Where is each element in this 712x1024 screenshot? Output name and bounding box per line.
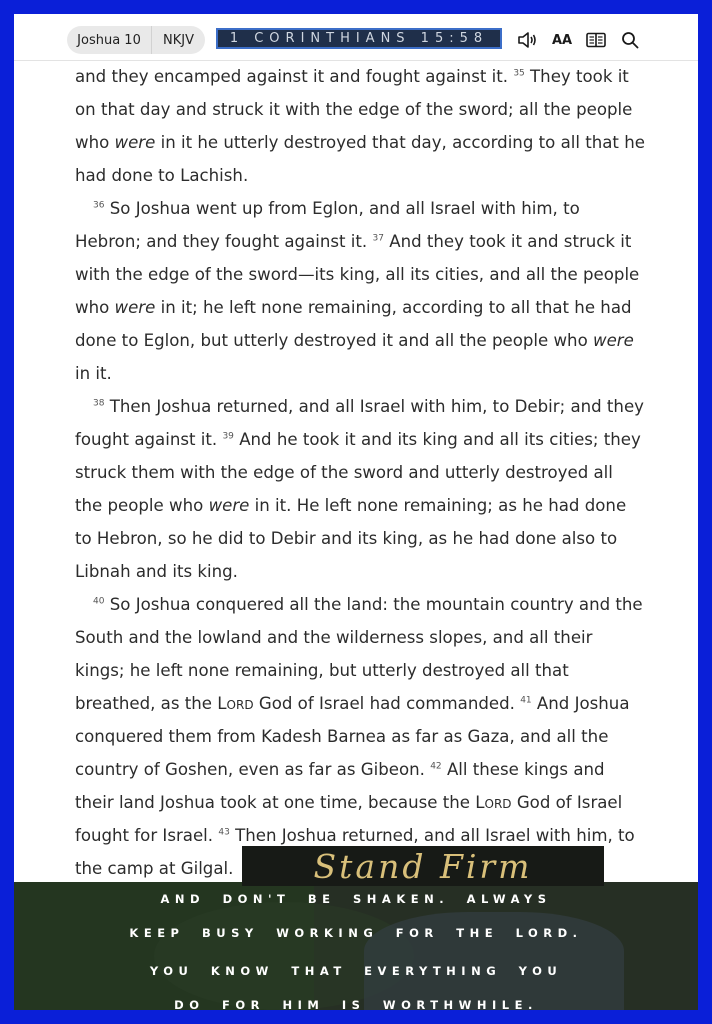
verse-number[interactable]: 43: [218, 827, 230, 838]
verse-banner: 1 CORINTHIANS 15:58: [216, 28, 502, 49]
scripture-text: [75, 60, 645, 885]
verse-number[interactable]: 39: [222, 431, 234, 442]
verse-text: and they encamped against it and fought against it.: [75, 67, 509, 86]
verse-text: God of Israel had commanded.: [258, 694, 515, 713]
overlay-title: Stand Firm: [242, 846, 604, 886]
lord-word: Lord: [475, 793, 512, 812]
speaker-icon[interactable]: [516, 31, 538, 49]
verse-text: in it; he left none remaining, according to all that he had done to Eglon, but utterly destroyed it and all the people who: [75, 298, 632, 350]
reader-page: [14, 14, 698, 1010]
paragraph: [75, 192, 645, 390]
font-size-button[interactable]: AA: [551, 32, 573, 48]
top-toolbar: [14, 14, 698, 61]
verse-number[interactable]: 35: [513, 68, 525, 79]
paragraph: [75, 390, 645, 588]
overlay-quote-line: DO FOR HIM IS WORTHWHILE.: [174, 998, 538, 1010]
version-button[interactable]: NKJV: [163, 32, 194, 48]
overlay-quote-line: YOU KNOW THAT EVERYTHING YOU: [149, 964, 563, 978]
paragraph: [75, 588, 645, 885]
verse-number[interactable]: 36: [93, 200, 105, 211]
verse-text: And Joshua conquered them from Kadesh Barnea as far as Gaza, and all the country of Goshen, even as far as Gibeon.: [75, 694, 630, 779]
verse-text: in it.: [75, 364, 112, 383]
verse-text: All these kings and their land Joshua took at one time, because the: [75, 760, 605, 812]
verse-text: And they took it and struck it with the edge of the sword—its king, all its cities, and all the people who: [75, 232, 640, 317]
italic-word: were: [593, 331, 634, 350]
italic-word: were: [114, 133, 156, 152]
paragraph: [75, 60, 645, 192]
italic-word: were: [208, 496, 250, 515]
overlay-quote-line: KEEP BUSY WORKING FOR THE LORD.: [129, 926, 583, 940]
verse-number[interactable]: 38: [93, 398, 105, 409]
search-icon[interactable]: [620, 31, 640, 49]
verse-text: They took it on that day and struck it with the edge of the sword; all the people who: [75, 67, 633, 152]
verse-text: God of Israel fought for Israel.: [75, 793, 623, 845]
verse-text: So Joshua conquered all the land: the mountain country and the South and the lowland and the wilderness slopes, and all their kings; he left none remaining, but utterly destroyed all that breathed, as the: [75, 595, 643, 713]
book-chapter-button[interactable]: Joshua 10: [77, 32, 141, 48]
italic-word: were: [114, 298, 156, 317]
verse-text: And he took it and its king and all its cities; they struck them with the edge of the sword and utterly destroyed all the people who: [75, 430, 641, 515]
book-icon[interactable]: [585, 31, 607, 49]
verse-text: Then Joshua returned, and all Israel with him, to Debir; and they fought against it.: [75, 397, 644, 449]
lord-word: Lord: [217, 694, 254, 713]
verse-text: Then Joshua returned, and all Israel with him, to the camp at Gilgal.: [75, 826, 635, 878]
reference-pill: [67, 26, 205, 54]
verse-text: So Joshua went up from Eglon, and all Israel with him, to Hebron; and they fought against it.: [75, 199, 580, 251]
verse-number[interactable]: 42: [430, 761, 442, 772]
overlay-quote-line: AND DON'T BE SHAKEN. ALWAYS: [160, 892, 552, 906]
verse-text: in it. He left none remaining; as he had done to Hebron, so he did to Debir and its king, as he had done also to Libnah and its king.: [75, 496, 627, 581]
verse-number[interactable]: 37: [372, 233, 384, 244]
verse-number[interactable]: 41: [520, 695, 532, 706]
verse-number[interactable]: 40: [93, 596, 105, 607]
verse-text: in it he utterly destroyed that day, according to all that he had done to Lachish.: [75, 133, 645, 185]
